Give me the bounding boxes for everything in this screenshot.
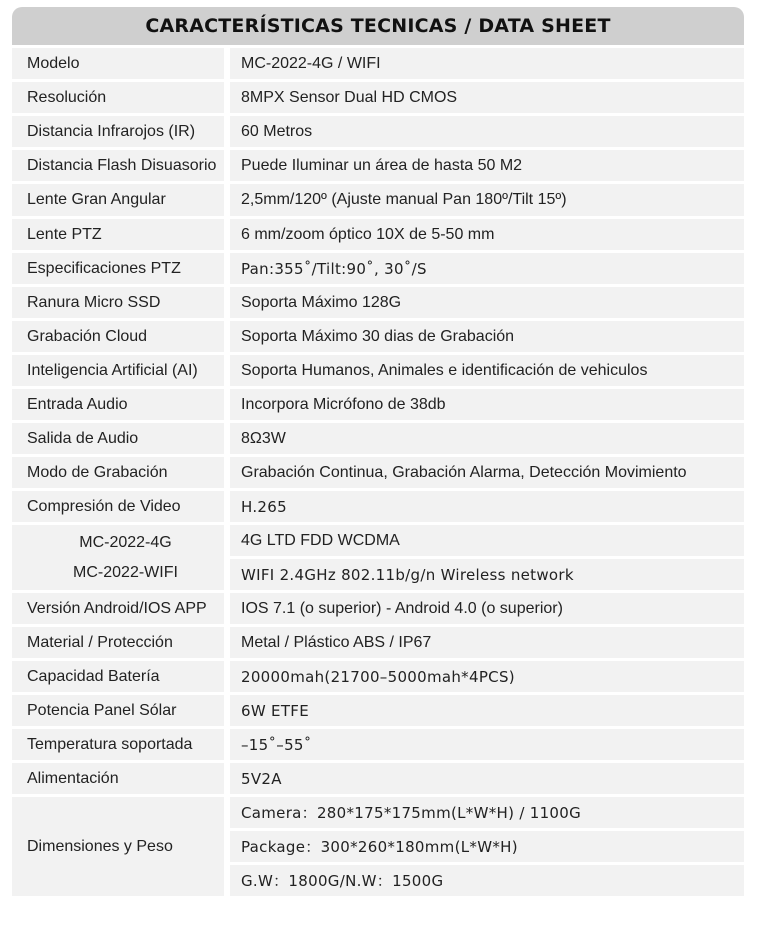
- row-value: MC-2022-4G / WIFI: [230, 48, 744, 79]
- row-value: Pan:355˚/Tilt:90˚, 30˚/S: [230, 253, 744, 284]
- table-row: [12, 219, 744, 250]
- table-row: [12, 491, 744, 522]
- table-row: [12, 150, 744, 181]
- row-label: Salida de Audio: [12, 423, 224, 454]
- table-row: [12, 389, 744, 420]
- table-row: [12, 184, 744, 216]
- row-label: Capacidad Batería: [12, 661, 224, 692]
- row-label: Potencia Panel Sólar: [12, 695, 224, 726]
- row-label: Modelo: [12, 48, 224, 79]
- row-label: Material / Protección: [12, 627, 224, 658]
- sheet-title: CARACTERÍSTICAS TECNICAS / DATA SHEET: [12, 7, 744, 45]
- table-row: [12, 593, 744, 624]
- table-row: [12, 48, 744, 79]
- row-label: Compresión de Video: [12, 491, 224, 522]
- row-label: Lente Gran Angular: [12, 184, 224, 216]
- row-value: 8MPX Sensor Dual HD CMOS: [230, 82, 744, 113]
- row-label: Grabación Cloud: [12, 321, 224, 352]
- value-wifi: WIFI 2.4GHz 802.11b/g/n Wireless network: [230, 559, 744, 590]
- table-row: [12, 355, 744, 386]
- row-label: Distancia Infrarojos (IR): [12, 116, 224, 147]
- weight-values: G.W：1800G/N.W：1500G: [230, 865, 744, 896]
- row-value: IOS 7.1 (o superior) - Android 4.0 (o superior): [230, 593, 744, 624]
- label-4g: MC-2022-4G: [79, 533, 172, 551]
- row-label: Modo de Grabación: [12, 457, 224, 488]
- table-row: [12, 287, 744, 318]
- row-value: H.265: [230, 491, 744, 522]
- network-row: [12, 525, 744, 590]
- table-row: [12, 457, 744, 488]
- table-row: [12, 423, 744, 454]
- network-labels: [12, 525, 224, 590]
- row-value: Soporta Máximo 128G: [230, 287, 744, 318]
- dimensions-row: [12, 797, 744, 896]
- row-label: Versión Android/IOS APP: [12, 593, 224, 624]
- row-value: Soporta Humanos, Animales e identificación de vehiculos: [230, 355, 744, 386]
- table-row: [12, 321, 744, 352]
- row-value: 8Ω3W: [230, 423, 744, 454]
- network-values: [230, 525, 744, 590]
- table-row: [12, 729, 744, 760]
- row-value: 5V2A: [230, 763, 744, 794]
- row-label: Especificaciones PTZ: [12, 253, 224, 284]
- row-value: –15˚–55˚: [230, 729, 744, 760]
- row-label: Distancia Flash Disuasorio: [12, 150, 224, 181]
- row-value: 20000mah(21700–5000mah*4PCS): [230, 661, 744, 692]
- value-4g: 4G LTD FDD WCDMA: [230, 525, 744, 556]
- row-label: Dimensiones y Peso: [12, 797, 224, 896]
- row-value: Incorpora Micrófono de 38db: [230, 389, 744, 420]
- row-value: 60 Metros: [230, 116, 744, 147]
- table-row: [12, 763, 744, 794]
- table-row: [12, 253, 744, 284]
- camera-dimensions: Camera：280*175*175mm(L*W*H) / 1100G: [230, 797, 744, 828]
- data-sheet: [12, 7, 744, 896]
- table-row: [12, 695, 744, 726]
- table-row: [12, 82, 744, 113]
- row-value: Grabación Continua, Grabación Alarma, Detección Movimiento: [230, 457, 744, 488]
- row-label: Lente PTZ: [12, 219, 224, 250]
- row-value: Metal / Plástico ABS / IP67: [230, 627, 744, 658]
- table-row: [12, 116, 744, 147]
- row-value: Puede Iluminar un área de hasta 50 M2: [230, 150, 744, 181]
- row-value: 6 mm/zoom óptico 10X de 5-50 mm: [230, 219, 744, 250]
- row-label: Alimentación: [12, 763, 224, 794]
- spec-table: [12, 48, 744, 896]
- table-row: [12, 661, 744, 692]
- row-value: 6W ETFE: [230, 695, 744, 726]
- package-dimensions: Package：300*260*180mm(L*W*H): [230, 831, 744, 862]
- row-value: Soporta Máximo 30 dias de Grabación: [230, 321, 744, 352]
- row-label: Entrada Audio: [12, 389, 224, 420]
- table-row: [12, 627, 744, 658]
- row-label: Ranura Micro SSD: [12, 287, 224, 318]
- label-wifi: MC-2022-WIFI: [73, 563, 178, 581]
- row-label: Inteligencia Artificial (AI): [12, 355, 224, 386]
- row-value: 2,5mm/120º (Ajuste manual Pan 180º/Tilt 15º): [230, 184, 744, 216]
- row-label: Resolución: [12, 82, 224, 113]
- dimensions-values: [230, 797, 744, 896]
- row-label: Temperatura soportada: [12, 729, 224, 760]
